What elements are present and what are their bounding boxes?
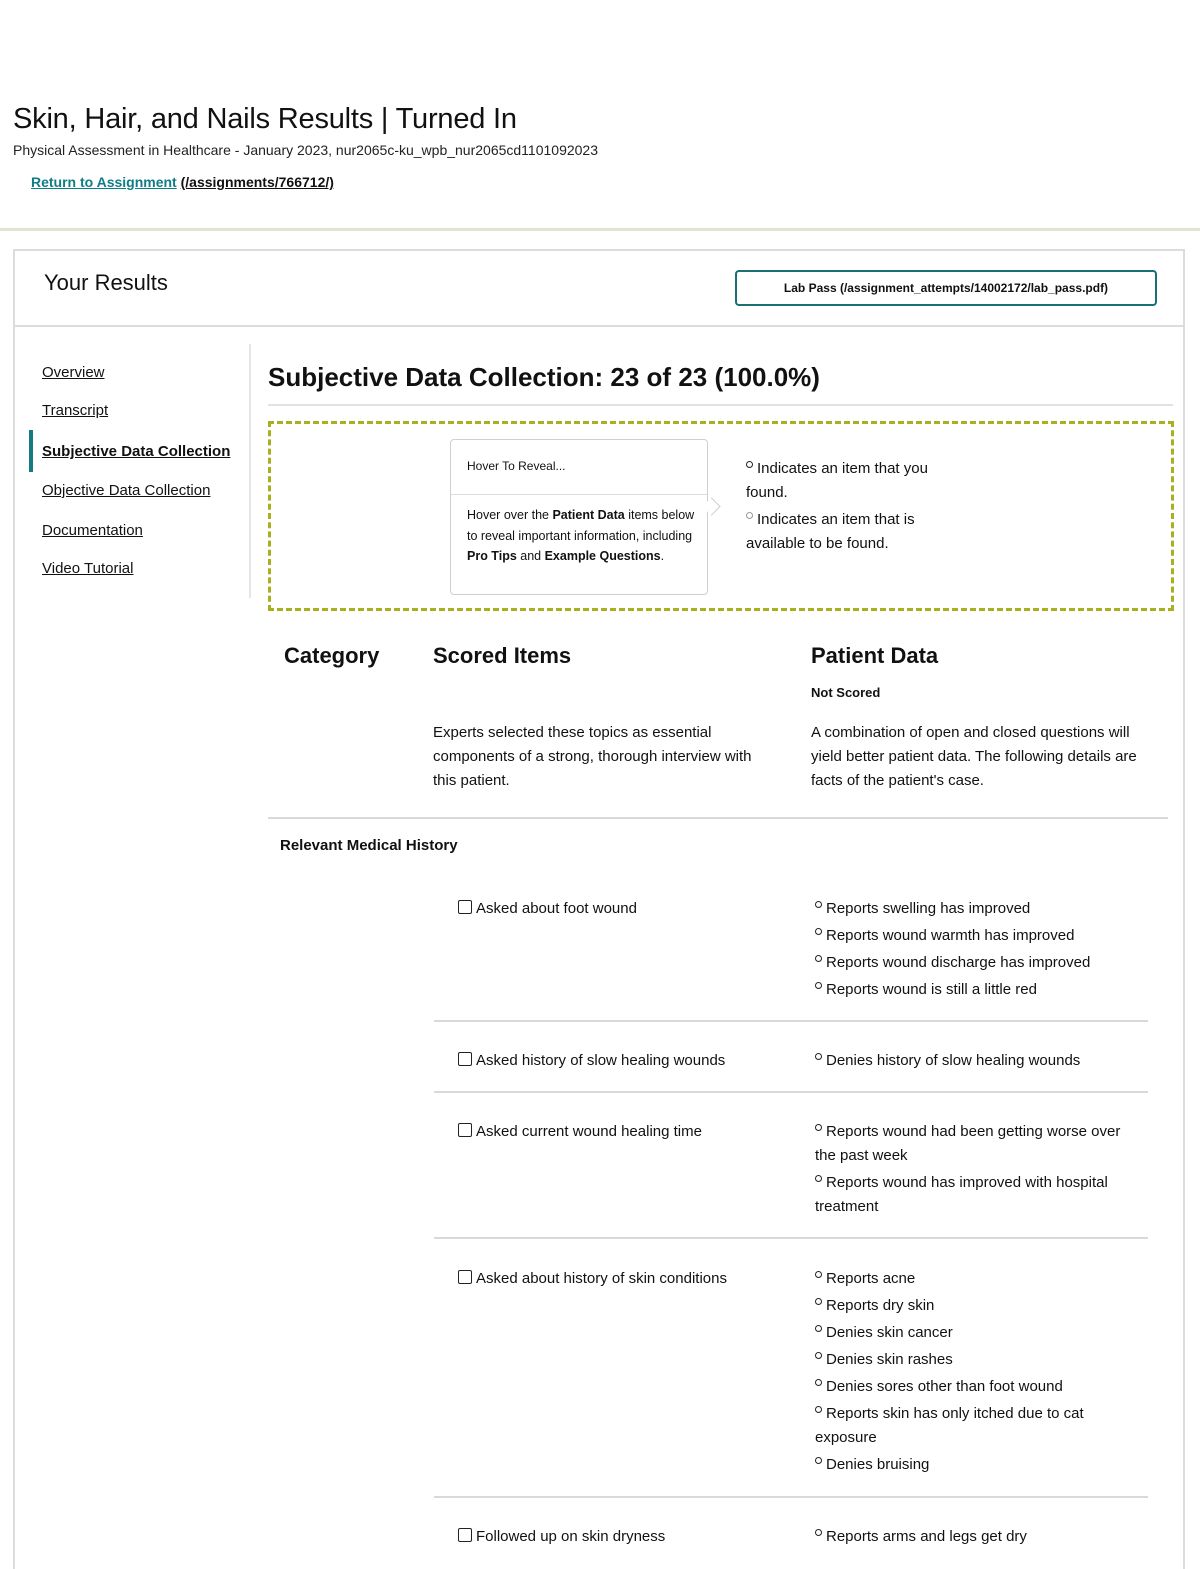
patient-data-item[interactable]: [815, 1171, 1125, 1219]
scored-item: [458, 1270, 727, 1287]
scored-item-label: Asked about foot wound: [476, 900, 637, 917]
patient-data-item[interactable]: [815, 1525, 1125, 1549]
nav-item-video-tutorial[interactable]: Video Tutorial: [42, 560, 134, 577]
legend-found: [746, 457, 936, 505]
checkbox-icon: [458, 1528, 472, 1542]
legend-available: [746, 508, 936, 556]
nav-item-overview[interactable]: Overview: [42, 364, 105, 381]
legend-found-text: Indicates an item that you found.: [746, 460, 928, 501]
hover-tooltip: [450, 439, 708, 595]
results-card-header: [15, 251, 1183, 327]
tooltip-text: and: [516, 549, 545, 563]
tooltip-bold-pro-tips: Pro Tips: [467, 549, 517, 563]
row-divider: [434, 1237, 1148, 1239]
patient-data-item[interactable]: [815, 978, 1125, 1002]
found-dot-icon: [746, 461, 753, 468]
scored-items-description: Experts selected these topics as essential components of a strong, thorough interview with this patient.: [433, 724, 752, 789]
row-divider: [434, 1020, 1148, 1022]
patient-data-item[interactable]: [815, 1321, 1125, 1345]
legend-available-text: Indicates an item that is available to be found.: [746, 511, 915, 552]
found-dot-icon: [815, 1406, 822, 1413]
checkbox-icon: [458, 900, 472, 914]
column-header-category: Category: [284, 643, 380, 668]
patient-data-list: [815, 1267, 1125, 1480]
found-dot-icon: [815, 1325, 822, 1332]
patient-data-item[interactable]: [815, 1294, 1125, 1318]
found-dot-icon: [815, 1457, 822, 1464]
found-dot-icon: [815, 901, 822, 908]
nav-item-documentation[interactable]: Documentation: [42, 522, 143, 539]
found-dot-icon: [815, 1124, 822, 1131]
patient-data-list: [815, 1525, 1125, 1552]
patient-data-item[interactable]: [815, 924, 1125, 948]
found-dot-icon: [815, 1298, 822, 1305]
legend-box: [268, 421, 1174, 611]
patient-data-item[interactable]: [815, 1402, 1125, 1450]
patient-data-list: [815, 897, 1125, 1005]
tooltip-heading: Hover To Reveal...: [451, 440, 707, 495]
found-dot-icon: [815, 1175, 822, 1182]
scored-item: [458, 900, 637, 917]
tooltip-bold-example-questions: Example Questions: [544, 549, 661, 563]
patient-data-text: Reports wound discharge has improved: [826, 954, 1091, 971]
nav-item-subjective-data-collection[interactable]: Subjective Data Collection: [42, 443, 231, 460]
patient-data-text: Reports wound is still a little red: [826, 981, 1037, 998]
checkbox-icon: [458, 1270, 472, 1284]
found-dot-icon: [815, 1271, 822, 1278]
tooltip-body: [467, 505, 699, 567]
scored-item: [458, 1123, 702, 1140]
return-link-path[interactable]: (/assignments/766712/): [180, 174, 334, 190]
category-name: Relevant Medical History: [280, 837, 458, 854]
checkbox-icon: [458, 1052, 472, 1066]
patient-data-text: Denies sores other than foot wound: [826, 1378, 1063, 1395]
patient-data-item[interactable]: [815, 1049, 1125, 1073]
patient-data-text: Reports wound warmth has improved: [826, 927, 1075, 944]
not-scored-label: Not Scored: [811, 685, 881, 700]
patient-data-item[interactable]: [815, 1453, 1125, 1477]
column-header-scored-items: Scored Items: [433, 643, 572, 668]
found-dot-icon: [815, 1529, 822, 1536]
patient-data-item[interactable]: [815, 897, 1125, 921]
patient-data-text: Denies skin cancer: [826, 1324, 953, 1341]
page-title: Skin, Hair, and Nails Results | Turned In: [13, 103, 517, 135]
patient-data-text: Reports arms and legs get dry: [826, 1528, 1027, 1545]
found-dot-icon: [815, 1379, 822, 1386]
tooltip-text: Hover over the: [467, 508, 553, 522]
tooltip-text: items below to reveal important information, including: [467, 508, 695, 543]
patient-data-text: Reports wound has improved with hospital treatment: [815, 1174, 1108, 1215]
patient-data-item[interactable]: [815, 1120, 1125, 1168]
row-divider: [434, 1091, 1148, 1093]
patient-data-text: Denies skin rashes: [826, 1351, 953, 1368]
patient-data-item[interactable]: [815, 1267, 1125, 1291]
patient-data-description: A combination of open and closed questions will yield better patient data. The following details are facts of the patient's case.: [811, 724, 1137, 789]
found-dot-icon: [815, 982, 822, 989]
scored-item-label: Asked about history of skin conditions: [476, 1270, 727, 1287]
patient-data-text: Reports skin has only itched due to cat exposure: [815, 1405, 1084, 1446]
side-nav: [29, 344, 251, 598]
table-divider: [268, 817, 1168, 819]
scored-item-label: Asked history of slow healing wounds: [476, 1052, 726, 1069]
course-subtitle: Physical Assessment in Healthcare - January 2023, nur2065c-ku_wpb_nur2065cd1101092023: [13, 142, 599, 158]
row-divider: [434, 1496, 1148, 1498]
patient-data-text: Denies history of slow healing wounds: [826, 1052, 1081, 1069]
checkbox-icon: [458, 1123, 472, 1137]
patient-data-text: Reports wound had been getting worse over the past week: [815, 1123, 1121, 1164]
patient-data-item[interactable]: [815, 1375, 1125, 1399]
scored-item: [458, 1052, 725, 1069]
patient-data-list: [815, 1049, 1125, 1076]
found-dot-icon: [815, 1053, 822, 1060]
scored-item-label: Followed up on skin dryness: [476, 1528, 666, 1545]
available-dot-icon: [746, 512, 753, 519]
patient-data-text: Reports acne: [826, 1270, 916, 1287]
title-divider: [268, 404, 1173, 406]
section-title: Subjective Data Collection: 23 of 23 (100.0%): [268, 362, 820, 392]
your-results-heading: Your Results: [44, 270, 168, 295]
found-dot-icon: [815, 928, 822, 935]
return-to-assignment-link[interactable]: Return to Assignment: [31, 174, 177, 190]
lab-pass-button[interactable]: Lab Pass (/assignment_attempts/14002172/lab_pass.pdf): [735, 270, 1157, 306]
tooltip-bold-patient-data: Patient Data: [552, 508, 625, 522]
patient-data-list: [815, 1120, 1125, 1222]
patient-data-text: Reports dry skin: [826, 1297, 935, 1314]
scored-item: [458, 1528, 665, 1545]
patient-data-item[interactable]: [815, 1348, 1125, 1372]
found-dot-icon: [815, 955, 822, 962]
scored-item-label: Asked current wound healing time: [476, 1123, 702, 1140]
tooltip-text: .: [660, 549, 665, 563]
active-nav-indicator: [29, 430, 33, 472]
patient-data-text: Reports swelling has improved: [826, 900, 1031, 917]
column-header-patient-data: Patient Data: [811, 643, 939, 668]
header-divider: [0, 228, 1200, 231]
return-link-row[interactable]: [31, 174, 334, 190]
nav-item-objective-data-collection[interactable]: Objective Data Collection: [42, 482, 211, 499]
results-card: [13, 249, 1185, 1569]
nav-item-transcript[interactable]: Transcript: [42, 402, 109, 419]
patient-data-item[interactable]: [815, 951, 1125, 975]
patient-data-text: Denies bruising: [826, 1456, 930, 1473]
found-dot-icon: [815, 1352, 822, 1359]
